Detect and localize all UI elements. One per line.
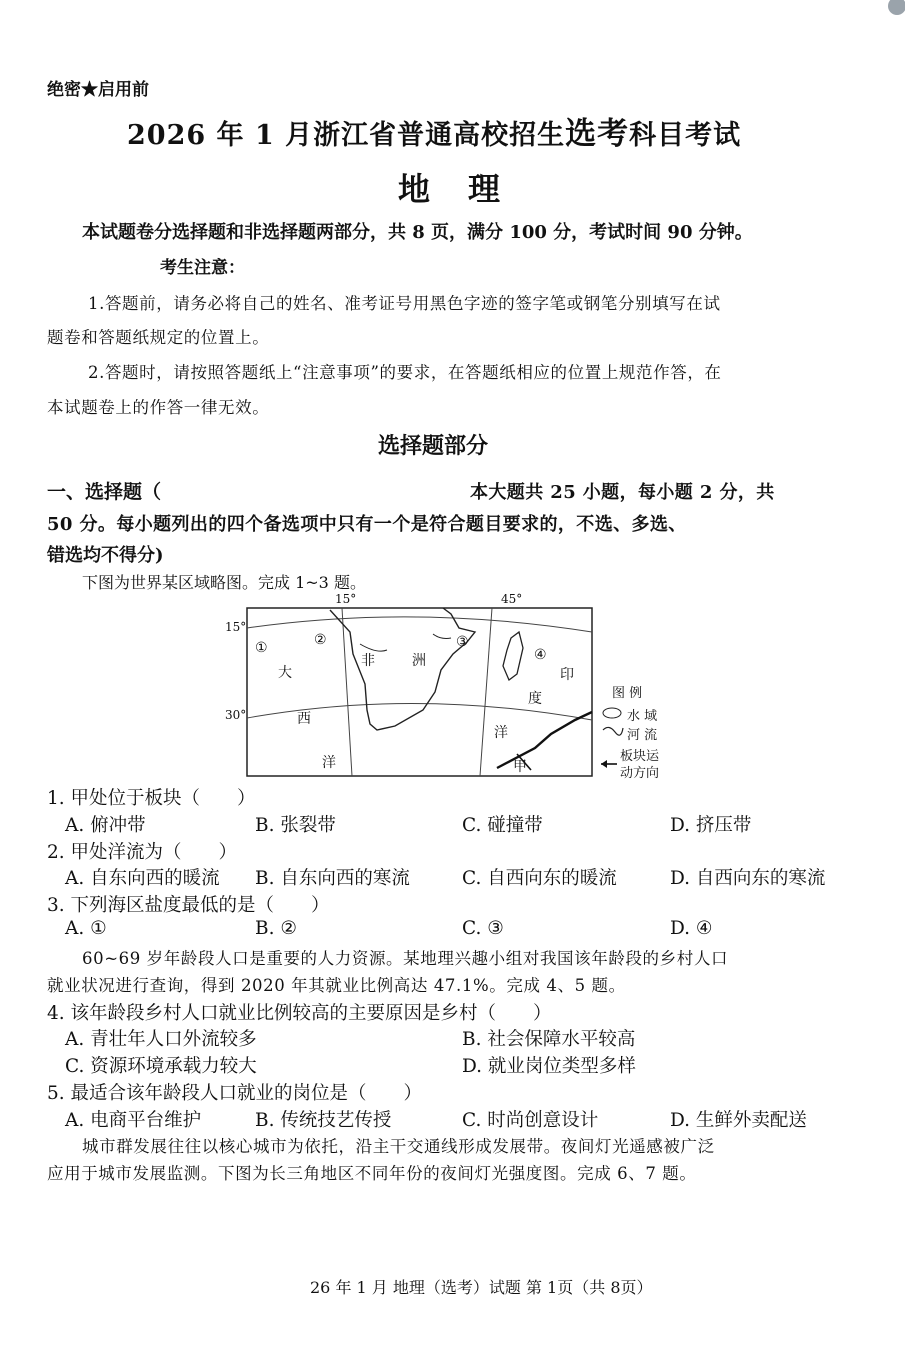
question-4-option-b: B. 社会保障水平较高 (462, 1029, 636, 1050)
question-4-option-d: D. 就业岗位类型多样 (462, 1056, 636, 1077)
map-drawing (215, 592, 670, 784)
secrecy-mark: 绝密★启用前 (47, 80, 149, 100)
map-lat-15: 15° (225, 620, 247, 634)
map-label-yang2: 洋 (494, 725, 508, 741)
q4-5-intro-line1: 60~69 岁年龄段人口是重要的人力资源。某地理兴趣小组对我国该年龄段的乡村人口 (82, 949, 729, 968)
legend-river: 河 流 (627, 728, 658, 743)
question-1-option-a: A. 俯冲带 (65, 815, 146, 836)
map-label-da: 大 (278, 665, 292, 681)
map-label-yang1: 洋 (322, 755, 336, 771)
question-5-option-c: C. 时尚创意设计 (462, 1110, 599, 1131)
subject-title: 地理 (398, 170, 539, 208)
section-title: 选择题部分 (378, 433, 489, 459)
question-3-stem: 3. 下列海区盐度最低的是（ ） (47, 895, 330, 916)
question-3-option-b: B. ② (255, 918, 297, 939)
map-label-fei: 非 (361, 653, 375, 669)
question-3-option-c: C. ③ (462, 918, 504, 939)
question-5-option-d: D. 生鲜外卖配送 (670, 1110, 807, 1131)
map-lon-15: 15° (335, 592, 357, 606)
q4-5-intro-line2: 就业状况进行查询，得到 2020 年其就业比例高达 47.1%。完成 4、5 题。 (47, 976, 626, 995)
question-1-option-d: D. 挤压带 (670, 815, 752, 836)
map-label-xi: 西 (297, 711, 311, 727)
part1-line3: 错选均不得分) (47, 545, 164, 566)
question-5-option-b: B. 传统技艺传授 (255, 1110, 392, 1131)
notice-item1-line1: 1.答题前，请务必将自己的姓名、准考证号用黑色字迹的签字笔或钢笔分别填写在试 (88, 294, 721, 313)
q6-7-intro-line2: 应用于城市发展监测。下图为长三角地区不同年份的夜间灯光强度图。完成 6、7 题。 (47, 1164, 697, 1183)
exam-title-part2: 科目考试 (629, 120, 742, 151)
question-3-option-a: A. ① (65, 918, 107, 939)
map-marker-3: ③ (456, 634, 469, 650)
part1-line2: 50 分。每小题列出的四个备选项中只有一个是符合题目要求的，不选、多选、 (47, 514, 687, 535)
exam-title (127, 108, 741, 153)
question-2-stem: 2. 甲处洋流为（ ） (47, 842, 238, 863)
notice-item1-line2: 题卷和答题纸规定的位置上。 (47, 328, 270, 347)
legend-plate-line1: 板块运 (620, 749, 660, 764)
notice-item2-line2: 本试题卷上的作答一律无效。 (47, 398, 270, 417)
notice-heading: 考生注意： (160, 258, 245, 278)
q6-7-intro-line1: 城市群发展往往以核心城市为依托，沿主干交通线形成发展带。夜间灯光遥感被广泛 (82, 1137, 715, 1156)
exam-title-part1: 2026 年 1 月浙江省普通高校招生 (127, 120, 566, 151)
legend-water: 水 域 (627, 709, 658, 724)
question-2-option-a: A. 自东向西的暖流 (65, 868, 220, 889)
question-4-option-c: C. 资源环境承载力较大 (65, 1056, 257, 1077)
map-lon-45: 45° (501, 592, 523, 606)
question-3-option-d: D. ④ (670, 918, 713, 939)
page-footer: 26 年 1 月 地理（选考）试题 第 1页（共 8页） (310, 1278, 653, 1297)
q1-3-intro: 下图为世界某区域略图。完成 1~3 题。 (82, 573, 366, 592)
world-region-map (215, 592, 670, 784)
legend-plate-line2: 动方向 (620, 766, 660, 781)
map-lat-30: 30° (225, 708, 247, 722)
redaction-blank (196, 478, 436, 502)
question-1-option-c: C. 碰撞带 (462, 815, 543, 836)
map-label-zhou: 洲 (412, 653, 426, 669)
exam-intro: 本试题卷分选择题和非选择题两部分，共 8 页，满分 100 分，考试时间 90 分钟。 (82, 222, 753, 243)
map-label-yin: 印 (560, 667, 574, 683)
part1-heading: 一、选择题（ (47, 481, 162, 503)
question-4-stem: 4. 该年龄段乡村人口就业比例较高的主要原因是乡村（ ） (47, 1003, 552, 1024)
question-4-option-a: A. 青壮年人口外流较多 (65, 1029, 257, 1050)
map-marker-4: ④ (534, 647, 547, 663)
question-1-stem: 1. 甲处位于板块（ ） (47, 788, 256, 809)
question-2-option-c: C. 自西向东的暖流 (462, 868, 617, 889)
map-marker-2: ② (314, 632, 327, 648)
question-5-option-a: A. 电商平台维护 (65, 1110, 202, 1131)
legend-title: 图 例 (612, 686, 643, 701)
exam-title-emph: 选考 (565, 116, 630, 152)
question-2-option-b: B. 自东向西的寒流 (255, 868, 410, 889)
question-2-option-d: D. 自西向东的寒流 (670, 868, 826, 889)
part1-line1: 本大题共 25 小题，每小题 2 分，共 (470, 482, 775, 503)
map-label-du: 度 (528, 691, 542, 707)
question-5-stem: 5. 最适合该年龄段人口就业的岗位是（ ） (47, 1083, 423, 1104)
map-label-jia: 甲 (513, 759, 527, 775)
page-corner-mark (877, 0, 905, 28)
question-1-option-b: B. 张裂带 (255, 815, 336, 836)
notice-item2-line1: 2.答题时，请按照答题纸上“注意事项”的要求，在答题纸相应的位置上规范作答，在 (88, 363, 722, 382)
map-marker-1: ① (255, 640, 268, 656)
